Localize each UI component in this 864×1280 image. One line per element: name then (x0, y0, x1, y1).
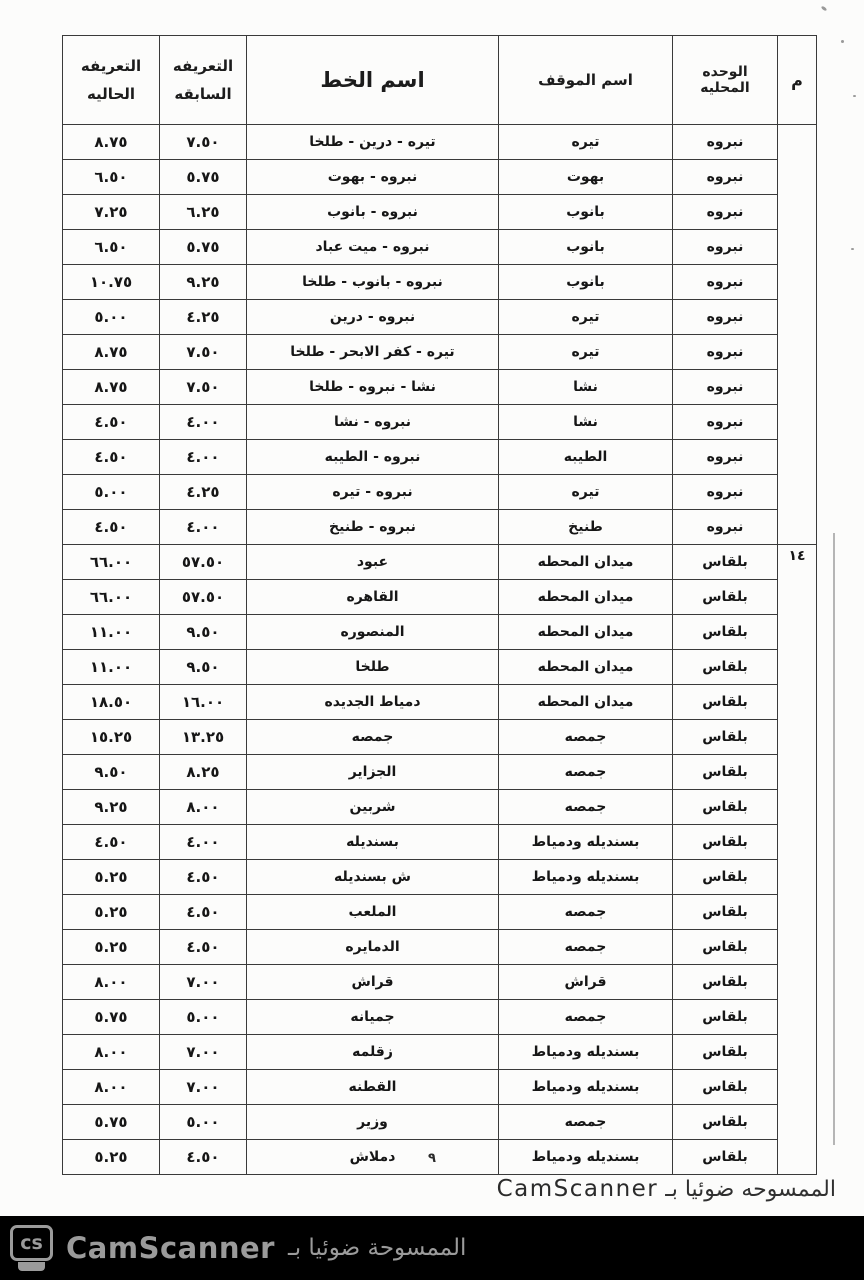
cell-line-name: القاهره (247, 580, 499, 615)
cell-current-tariff: ٥.٢٥ (63, 930, 160, 965)
cell-current-tariff: ٥.٧٥ (63, 1105, 160, 1140)
cell-stop-name: جمصه (499, 790, 673, 825)
header-local-unit: الوحده المحليه (673, 36, 778, 125)
footer-arabic-text: الممسوحة ضوئيا بـ (287, 1235, 467, 1261)
cell-line-name: بسنديله (247, 825, 499, 860)
cell-stop-name: طنيخ (499, 510, 673, 545)
cell-current-tariff: ٦٦.٠٠ (63, 580, 160, 615)
cell-stop-name: بهوت (499, 160, 673, 195)
cell-line-name: نبروه - نشا (247, 405, 499, 440)
cell-current-tariff: ٤.٥٠ (63, 440, 160, 475)
cell-current-tariff: ٥.٧٥ (63, 1000, 160, 1035)
cell-line-name: شربين (247, 790, 499, 825)
cell-stop-name: بسنديله ودمياط (499, 860, 673, 895)
table-row (63, 545, 817, 580)
cell-previous-tariff: ٤.٢٥ (160, 300, 247, 335)
cell-previous-tariff: ٤.٢٥ (160, 475, 247, 510)
cell-local-unit: بلقاس (673, 650, 778, 685)
table-row (63, 510, 817, 545)
cell-previous-tariff: ١٦.٠٠ (160, 685, 247, 720)
cell-line-name: دمياط الجديده (247, 685, 499, 720)
cell-line-name: نبروه - درين (247, 300, 499, 335)
table-row (63, 965, 817, 1000)
cell-stop-name: تيره (499, 300, 673, 335)
table-row (63, 720, 817, 755)
scan-speck (851, 248, 854, 250)
cell-stop-name: نشا (499, 370, 673, 405)
table-row (63, 335, 817, 370)
cell-local-unit: بلقاس (673, 1070, 778, 1105)
cell-previous-tariff: ٥.٠٠ (160, 1105, 247, 1140)
cell-line-name: نبروه - الطيبه (247, 440, 499, 475)
cell-stop-name: بانوب (499, 265, 673, 300)
cell-serial: ١٤ (778, 545, 817, 1175)
cell-line-name: نبروه - بانوب - طلخا (247, 265, 499, 300)
cell-stop-name: الطيبه (499, 440, 673, 475)
cell-stop-name: تيره (499, 475, 673, 510)
table-row (63, 475, 817, 510)
cell-line-name: المنصوره (247, 615, 499, 650)
table-row (63, 755, 817, 790)
table-row (63, 125, 817, 160)
cell-stop-name: ميدان المحطه (499, 580, 673, 615)
cell-local-unit: بلقاس (673, 545, 778, 580)
cell-local-unit: بلقاس (673, 1105, 778, 1140)
page-number: ٩ (428, 1151, 436, 1166)
cell-previous-tariff: ٥.٧٥ (160, 230, 247, 265)
scan-speck (853, 95, 856, 97)
cell-stop-name: نشا (499, 405, 673, 440)
cell-previous-tariff: ٤.٠٠ (160, 510, 247, 545)
cell-line-name: دملاش (247, 1140, 499, 1175)
header-line-name: اسم الخط (247, 36, 499, 125)
header-previous-tariff: التعريفه السابقه (160, 36, 247, 125)
table-row (63, 650, 817, 685)
cell-local-unit: نبروه (673, 230, 778, 265)
tariff-table (62, 35, 817, 1175)
scan-speck (841, 40, 844, 43)
cell-line-name: وزير (247, 1105, 499, 1140)
table-row (63, 860, 817, 895)
cell-previous-tariff: ٧.٠٠ (160, 1035, 247, 1070)
cell-line-name: قراش (247, 965, 499, 1000)
cell-previous-tariff: ٨.٠٠ (160, 790, 247, 825)
cell-stop-name: جمصه (499, 1105, 673, 1140)
cell-local-unit: نبروه (673, 300, 778, 335)
cell-local-unit: نبروه (673, 510, 778, 545)
cell-previous-tariff: ٥٧.٥٠ (160, 545, 247, 580)
cell-serial (778, 125, 817, 545)
table-row (63, 230, 817, 265)
cell-stop-name: جمصه (499, 1000, 673, 1035)
cell-local-unit: بلقاس (673, 930, 778, 965)
cell-current-tariff: ١١.٠٠ (63, 650, 160, 685)
cell-line-name: زقلمه (247, 1035, 499, 1070)
table-row (63, 160, 817, 195)
cell-local-unit: بلقاس (673, 965, 778, 1000)
cell-line-name: نبروه - تيره (247, 475, 499, 510)
cell-line-name: الجزاير (247, 755, 499, 790)
cell-previous-tariff: ١٣.٢٥ (160, 720, 247, 755)
cell-current-tariff: ٥.٢٥ (63, 895, 160, 930)
cell-local-unit: بلقاس (673, 895, 778, 930)
cell-local-unit: بلقاس (673, 615, 778, 650)
cs-logo-text: cs (10, 1225, 53, 1261)
cell-current-tariff: ٨.٧٥ (63, 125, 160, 160)
cell-stop-name: ميدان المحطه (499, 545, 673, 580)
cell-stop-name: جمصه (499, 895, 673, 930)
cell-line-name: نبروه - بانوب (247, 195, 499, 230)
watermark-brand-text: CamScanner (496, 1176, 659, 1202)
cell-current-tariff: ٤.٥٠ (63, 510, 160, 545)
cell-current-tariff: ١٠.٧٥ (63, 265, 160, 300)
cell-previous-tariff: ٩.٥٠ (160, 615, 247, 650)
cell-line-name: جمصه (247, 720, 499, 755)
cell-stop-name: تيره (499, 335, 673, 370)
cell-previous-tariff: ٥.٠٠ (160, 1000, 247, 1035)
header-current-tariff: التعريفه الحاليه (63, 36, 160, 125)
cell-previous-tariff: ٧.٠٠ (160, 1070, 247, 1105)
cell-local-unit: بلقاس (673, 755, 778, 790)
cell-stop-name: قراش (499, 965, 673, 1000)
cs-logo-flap (18, 1262, 45, 1271)
table-row (63, 1000, 817, 1035)
cell-local-unit: بلقاس (673, 860, 778, 895)
cell-stop-name: جمصه (499, 720, 673, 755)
table-row (63, 615, 817, 650)
cell-stop-name: بسنديله ودمياط (499, 1140, 673, 1175)
table-row (63, 580, 817, 615)
table-row (63, 405, 817, 440)
cell-previous-tariff: ٨.٢٥ (160, 755, 247, 790)
cell-local-unit: بلقاس (673, 1000, 778, 1035)
cell-current-tariff: ١١.٠٠ (63, 615, 160, 650)
cell-stop-name: جمصه (499, 930, 673, 965)
table-row (63, 370, 817, 405)
cell-current-tariff: ٥.٠٠ (63, 475, 160, 510)
cell-current-tariff: ٨.٠٠ (63, 1070, 160, 1105)
table-row (63, 1035, 817, 1070)
cell-stop-name: بانوب (499, 195, 673, 230)
camscanner-footer-bar (0, 1216, 864, 1280)
cell-current-tariff: ٥.٢٥ (63, 1140, 160, 1175)
cell-local-unit: نبروه (673, 405, 778, 440)
cell-previous-tariff: ٥.٧٥ (160, 160, 247, 195)
cell-previous-tariff: ٤.٠٠ (160, 405, 247, 440)
cell-current-tariff: ٤.٥٠ (63, 825, 160, 860)
table-row (63, 1070, 817, 1105)
cell-current-tariff: ٧.٢٥ (63, 195, 160, 230)
cell-current-tariff: ٦٦.٠٠ (63, 545, 160, 580)
cell-local-unit: نبروه (673, 335, 778, 370)
cell-local-unit: نبروه (673, 265, 778, 300)
cell-stop-name: تيره (499, 125, 673, 160)
cell-local-unit: بلقاس (673, 1035, 778, 1070)
cell-previous-tariff: ٩.٢٥ (160, 265, 247, 300)
cell-local-unit: نبروه (673, 370, 778, 405)
cell-line-name: الملعب (247, 895, 499, 930)
cell-line-name: نبروه - ميت عباد (247, 230, 499, 265)
table-body (63, 125, 817, 1175)
watermark-arabic-text: الممسوحه ضوئيا بـ (665, 1177, 836, 1202)
cell-current-tariff: ٦.٥٠ (63, 160, 160, 195)
table-row (63, 1105, 817, 1140)
cell-stop-name: ميدان المحطه (499, 615, 673, 650)
cell-current-tariff: ٩.٢٥ (63, 790, 160, 825)
cell-stop-name: ميدان المحطه (499, 685, 673, 720)
table-row (63, 685, 817, 720)
cell-local-unit: نبروه (673, 440, 778, 475)
cell-line-name: ش بسنديله (247, 860, 499, 895)
table-row (63, 265, 817, 300)
camscanner-handwritten-watermark (497, 1176, 836, 1202)
cell-line-name: نبروه - طنيخ (247, 510, 499, 545)
cell-stop-name: جمصه (499, 755, 673, 790)
table-row (63, 300, 817, 335)
cell-local-unit: نبروه (673, 125, 778, 160)
cell-line-name: تيره - كفر الابحر - طلخا (247, 335, 499, 370)
cell-local-unit: بلقاس (673, 790, 778, 825)
cell-previous-tariff: ٧.٠٠ (160, 965, 247, 1000)
cell-current-tariff: ٨.٧٥ (63, 370, 160, 405)
cell-line-name: نبروه - بهوت (247, 160, 499, 195)
table-row (63, 790, 817, 825)
table-row (63, 930, 817, 965)
cell-local-unit: بلقاس (673, 685, 778, 720)
cell-previous-tariff: ٧.٥٠ (160, 335, 247, 370)
cell-local-unit: بلقاس (673, 580, 778, 615)
cell-local-unit: نبروه (673, 195, 778, 230)
cell-previous-tariff: ٤.٥٠ (160, 895, 247, 930)
cell-line-name: نشا - نبروه - طلخا (247, 370, 499, 405)
cell-line-name: القطنه (247, 1070, 499, 1105)
cell-local-unit: بلقاس (673, 720, 778, 755)
cell-line-name: جميانه (247, 1000, 499, 1035)
table-row (63, 440, 817, 475)
cell-current-tariff: ٨.٧٥ (63, 335, 160, 370)
cell-stop-name: بسنديله ودمياط (499, 1070, 673, 1105)
cell-previous-tariff: ٤.٠٠ (160, 440, 247, 475)
cell-current-tariff: ٤.٥٠ (63, 405, 160, 440)
header-stop-name: اسم الموقف (499, 36, 673, 125)
table-row (63, 1140, 817, 1175)
cell-previous-tariff: ٤.٥٠ (160, 1140, 247, 1175)
cell-line-name: طلخا (247, 650, 499, 685)
cell-stop-name: بسنديله ودمياط (499, 825, 673, 860)
cell-current-tariff: ٦.٥٠ (63, 230, 160, 265)
cell-stop-name: بانوب (499, 230, 673, 265)
cell-current-tariff: ٨.٠٠ (63, 965, 160, 1000)
cell-previous-tariff: ٧.٥٠ (160, 125, 247, 160)
scan-speck (821, 6, 828, 12)
table-header-row (63, 36, 817, 125)
cell-previous-tariff: ٥٧.٥٠ (160, 580, 247, 615)
cell-previous-tariff: ٤.٠٠ (160, 825, 247, 860)
cell-local-unit: نبروه (673, 160, 778, 195)
page-edge-line (833, 533, 835, 1145)
cell-current-tariff: ١٥.٢٥ (63, 720, 160, 755)
table-row (63, 895, 817, 930)
cell-line-name: الدمايره (247, 930, 499, 965)
table-row (63, 825, 817, 860)
cell-previous-tariff: ٤.٥٠ (160, 860, 247, 895)
cell-previous-tariff: ٦.٢٥ (160, 195, 247, 230)
cell-local-unit: بلقاس (673, 1140, 778, 1175)
camscanner-logo-icon (10, 1225, 53, 1271)
cell-local-unit: بلقاس (673, 825, 778, 860)
cell-current-tariff: ٥.٢٥ (63, 860, 160, 895)
cell-stop-name: ميدان المحطه (499, 650, 673, 685)
cell-stop-name: بسنديله ودمياط (499, 1035, 673, 1070)
cell-previous-tariff: ٤.٥٠ (160, 930, 247, 965)
cell-current-tariff: ١٨.٥٠ (63, 685, 160, 720)
cell-previous-tariff: ٧.٥٠ (160, 370, 247, 405)
cell-line-name: تيره - درين - طلخا (247, 125, 499, 160)
cell-current-tariff: ٨.٠٠ (63, 1035, 160, 1070)
header-serial: م (778, 36, 817, 125)
cell-current-tariff: ٥.٠٠ (63, 300, 160, 335)
cell-local-unit: نبروه (673, 475, 778, 510)
cell-current-tariff: ٩.٥٠ (63, 755, 160, 790)
cell-line-name: عبود (247, 545, 499, 580)
cell-previous-tariff: ٩.٥٠ (160, 650, 247, 685)
footer-brand-text: CamScanner (66, 1231, 275, 1265)
table-row (63, 195, 817, 230)
